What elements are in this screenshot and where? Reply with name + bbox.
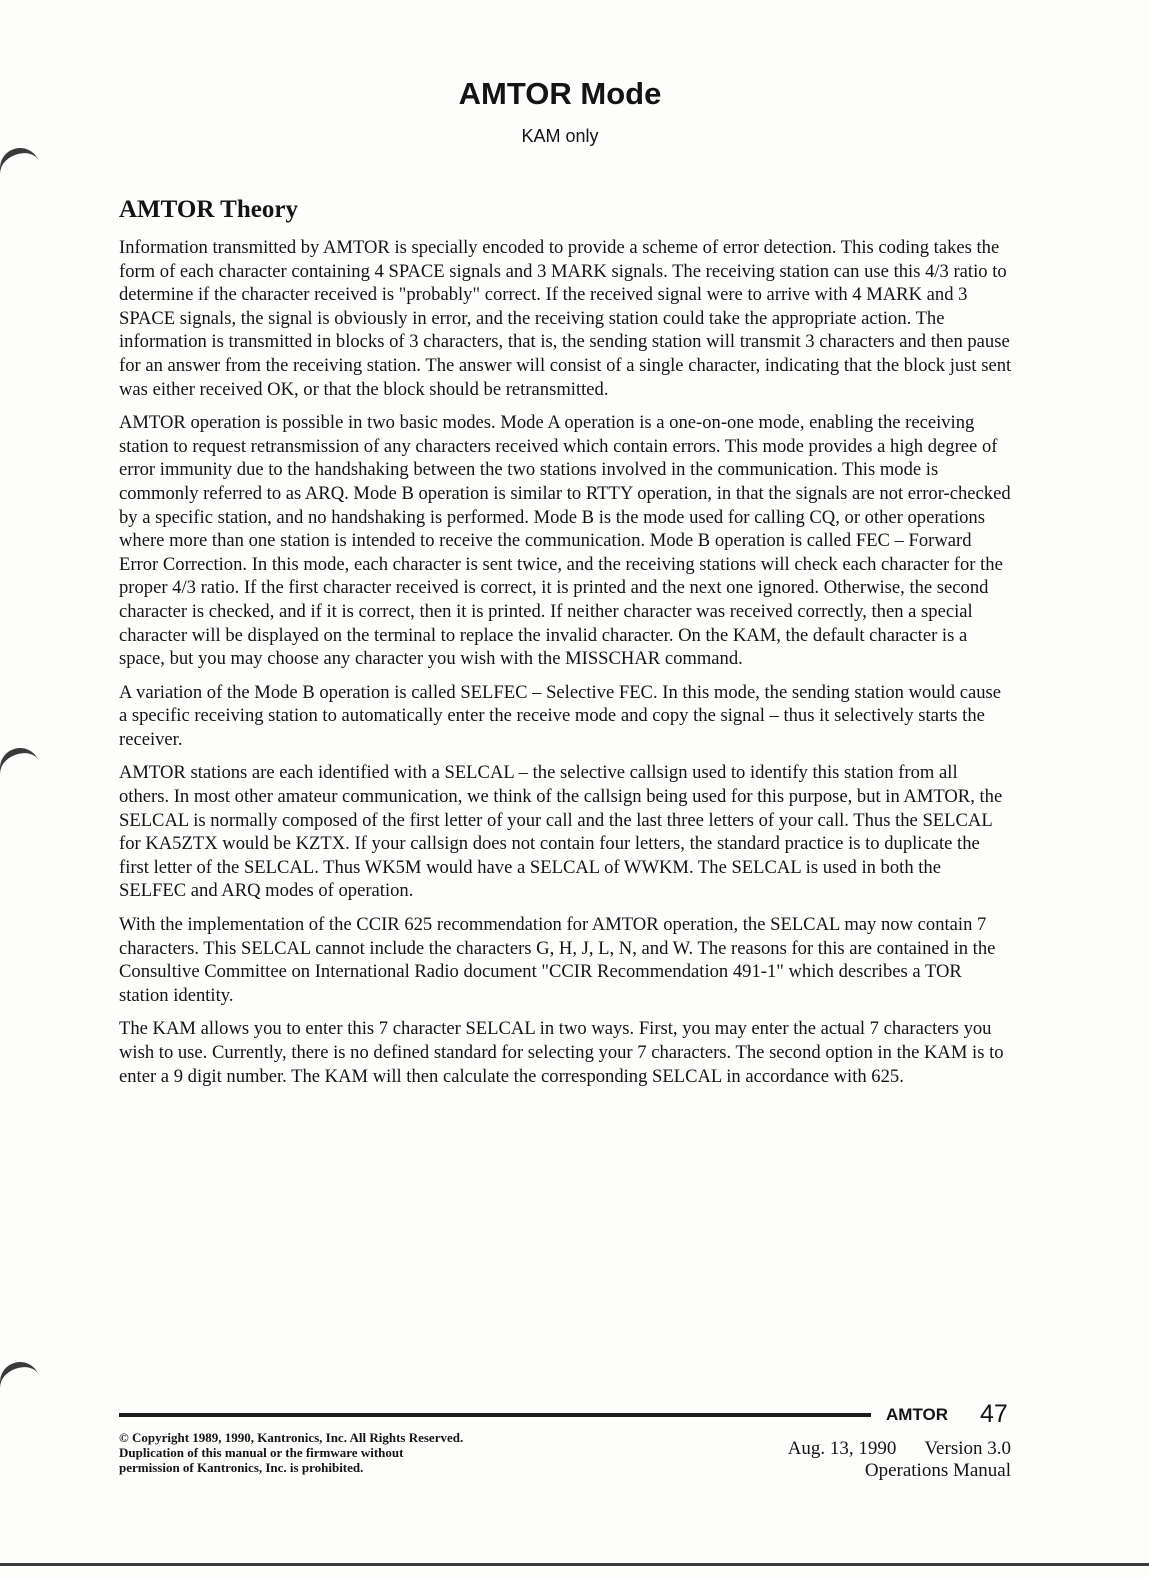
revision-date: Aug. 13, 1990 [787,1438,897,1459]
copyright-line: © Copyright 1989, 1990, Kantronics, Inc. All Rights Reserved. [119,1430,464,1445]
page-subtitle: KAM only [521,126,599,146]
paragraph-3: A variation of the Mode B operation is called SELFEC – Selective FEC. In this mode, the sending station would cause a specific receiving station to automatically enter the receive mode and copy the signal – thus it selectively starts the receiver. [119,681,1002,750]
version-label: Version 3.0 [924,1438,1011,1459]
page-title: AMTOR Mode [458,76,662,111]
page-edge [0,1563,1149,1566]
binder-hole [0,1356,46,1407]
binder-hole [0,142,46,193]
page-number: 47 [980,1400,1008,1428]
copyright-line: permission of Kantronics, Inc. is prohibited. [119,1460,364,1475]
paragraph-6: The KAM allows you to enter this 7 character SELCAL in two ways. First, you may enter the actual 7 characters you wish to use. Currently, there is no defined standard for selecting your 7 characters. The second option in the KAM is to enter a 9 digit number. The KAM will then calculate the corresponding SELCAL in accordance with 625. [119,1018,1004,1087]
copyright-line: Duplication of this manual or the firmware without [119,1445,404,1460]
paragraph-5: With the implementation of the CCIR 625 recommendation for AMTOR operation, the SELCAL may now contain 7 characters. This SELCAL cannot include the characters G, H, J, L, N, and W. The reasons for this are contained in the Consultive Committee on International Radio document "CCIR Recommendation 491-1" which describes a TOR station identity. [119,914,996,1006]
paragraph-2: AMTOR operation is possible in two basic modes. Mode A operation is a one-on-one mode, enabling the receiving station to request retransmission of any characters received which contain errors. This mode provides a high degree of error immunity due to the handshaking between the two stations involved in the communication. This mode is commonly referred to as ARQ. Mode B operation is similar to RTTY operation, in that the signals are not error-checked by a specific station, and no handshaking is performed. Mode B is the mode used for calling CQ, or other operations where more than one station is intended to receive the communication. Mode B operation is called FEC – Forward Error Correction. In this mode, each character is sent twice, and the receiving stations will check each character for the proper 4/3 ratio. If the first character received is correct, it is printed and the next one ignored. Otherwise, the second character is checked, and if it is correct, then it is printed. If neither character was received correctly, then a special character will be displayed on the terminal to replace the invalid character. On the KAM, the default character is a space, but you may choose any character you wish with the MISSCHAR command. [119,412,1011,670]
section-body [119,236,1012,1098]
footer-rule [119,1413,871,1417]
paragraph-1: Information transmitted by AMTOR is specially encoded to provide a scheme of error detection. This coding takes the form of each character containing 4 SPACE signals and 3 MARK signals. The receiving station can use this 4/3 ratio to determine if the character received is "probably" correct. If the received signal were to arrive with 4 MARK and 3 SPACE signals, the signal is obviously in error, and the receiving station could take the appropriate action. The information is transmitted in blocks of 3 characters, that is, the sending station will transmit 3 characters and then pause for an answer from the receiving station. The answer will consist of a single character, indicating that the block just sent was either received OK, or that the block should be retransmitted. [119,237,1012,400]
footer-section-name: AMTOR [886,1405,949,1424]
binder-hole [0,742,46,793]
manual-name: Operations Manual [864,1460,1011,1481]
paragraph-4: AMTOR stations are each identified with a SELCAL – the selective callsign used to identify this station from all others. In most other amateur communication, we think of the callsign being used for this purpose, but in AMTOR, the SELCAL is normally composed of the first letter of your call and the last three letters of your call. Thus the SELCAL for KA5ZTX would be KZTX. If your callsign does not contain four letters, the standard practice is to duplicate the first letter of the SELCAL. Thus WK5M would have a SELCAL of WWKM. The SELCAL is used in both the SELFEC and ARQ modes of operation. [119,762,1003,902]
section-heading: AMTOR Theory [119,196,298,223]
document-meta [788,1438,1011,1482]
copyright-notice [119,1430,599,1475]
